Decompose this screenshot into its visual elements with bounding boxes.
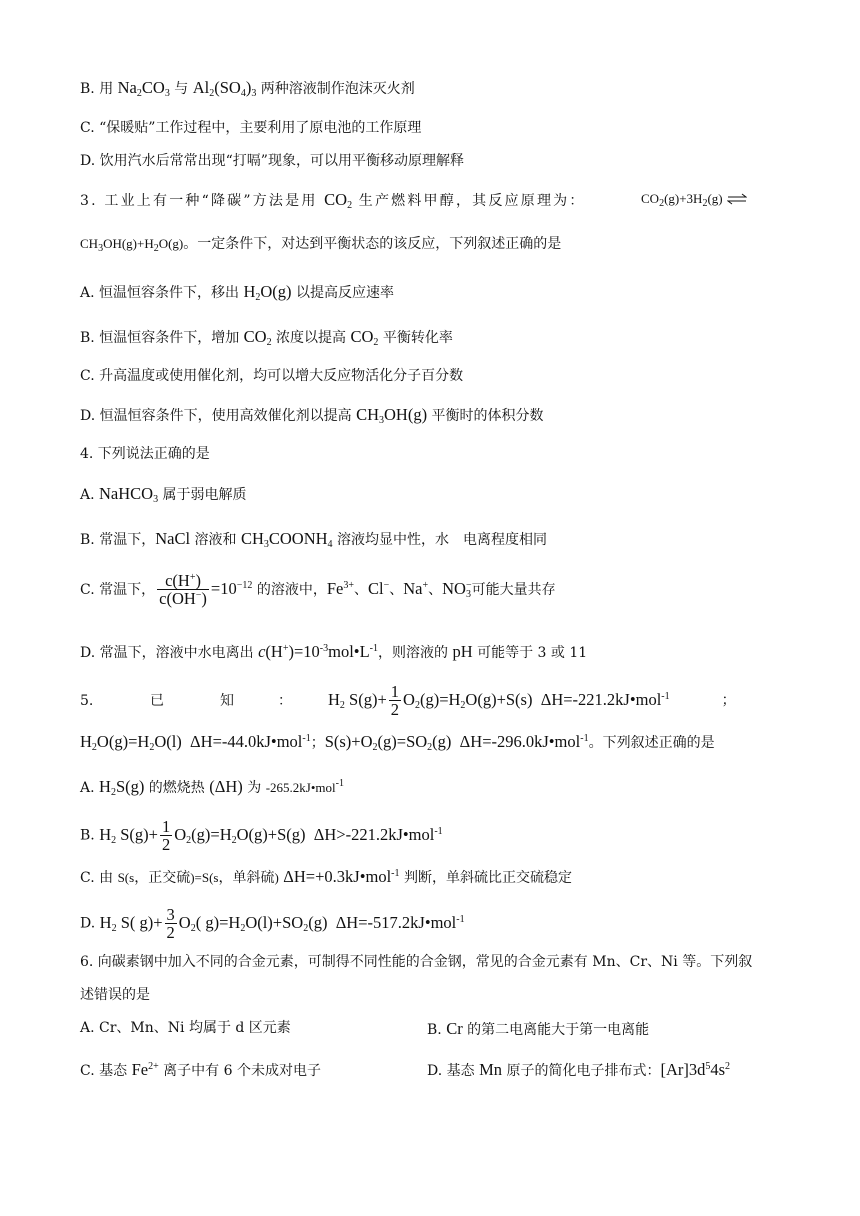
q4-stem: 4. 下列说法正确的是 <box>80 446 210 462</box>
q3-option-a: A. 恒温恒容条件下，移出 $H_2O(g)$ 以提高反应速率 <box>80 282 394 303</box>
q4-option-b: B. 常温下，NaCl 溶液和 $CH_3COONH_4$ 溶液均显中性，水 电离程度相同 <box>80 529 547 550</box>
q2-option-b: B. 用 $Na_2CO_3$ 与 $Al_2(SO_4)_3$ 两种溶液制作泡沫灭火剂 <box>80 78 415 99</box>
q6-option-d: D. 基态 Mn 原子的简化电子排布式：$[Ar]3d^54s^2$ <box>427 1060 731 1079</box>
q5-option-a: A. $H_2S(g)$ 的燃烧热 (ΔH) 为 -265.2kJ•mol$^{-1}$ <box>80 777 344 798</box>
q4-option-c: C. 常温下， $\frac{c(H^+)}{c(OH^-)}$ $=10^{-12}$ 的溶液中，$Fe^{3+}$、Cl−、Na+、$NO_3^-$可能大量共存 <box>80 571 556 609</box>
q3-stem-line2: $CH_3OH(g)+H_2O(g)$。一定条件下，对达到平衡状态的该反应，下列叙述正确的是 <box>80 236 562 254</box>
q6-stem-line1: 6. 向碳素钢中加入不同的合金元素，可制得不同性能的合金钢，常见的合金元素有 Mn、Cr、Ni 等。下列叙 <box>80 954 753 970</box>
q3-equation-left: $CO_2(g)+3H_2(g)$ <box>641 192 747 206</box>
q3-stem-line1: 3. 工业上有一种“降碳”方法是用 $CO_2$ 生产燃料甲醇，其反应原理为： <box>80 190 586 211</box>
q6-option-c: C. 基态 $Fe^{2+}$ 离子中有 6 个未成对电子 <box>80 1060 321 1079</box>
q5-option-b: B. $H_2$ S(g)+ $\frac{1}{2}$ $O_2(g)=H_2O(g)+S(g)$ ΔH>-221.2kJ•mol$^{-1}$ <box>80 817 443 855</box>
q3-option-d: D. 恒温恒容条件下，使用高效催化剂以提高 $CH_3OH(g)$ 平衡时的体积分数 <box>80 405 544 426</box>
q4-option-a: A. NaHCO$_3$ 属于弱电解质 <box>80 484 247 505</box>
q5-stem-line2: $H_2O(g)=H_2O(l)$ ΔH=-44.0kJ•mol$^{-1}$；$S(s)+O_2(g)=SO_2(g)$ ΔH=-296.0kJ•mol$^{-1}$。下列叙述正确的是 <box>80 732 715 753</box>
q2-option-d: D. 饮用汽水后常常出现“打嗝”现象，可以用平衡移动原理解释 <box>80 153 464 169</box>
q5-option-c: C. 由 S(s，正交硫)=S(s，单斜硫) ΔH=+0.3kJ•mol$^{-1}$ 判断，单斜硫比正交硫稳定 <box>80 867 572 886</box>
q5-option-d: D. $H_2$ S( g)+ $\frac{3}{2}$ $O_2$( $g)=H_2O(l)+SO_2(g)$ ΔH=-517.2kJ•mol$^{-1}$ <box>80 905 465 943</box>
q6-stem-line2: 述错误的是 <box>80 987 150 1003</box>
q4-option-d: D. 常温下，溶液中水电离出 $c(H^+)=10^{-3}mol•L^{-1}$，则溶液的 pH 可能等于 3 或 11 <box>80 642 588 661</box>
q6-option-b: B. Cr 的第二电离能大于第一电离能 <box>427 1019 650 1038</box>
q5-stem-line1: 5. 已 知 ： $H_2$ S(g)+ $\frac{1}{2}$ $O_2(g)=H_2O(g)+S(s)$ ΔH=-221.2kJ•mol$^{-1}$ ； <box>80 682 736 720</box>
q6-option-a: A. Cr、Mn、Ni 均属于 d 区元素 <box>80 1020 291 1036</box>
equilibrium-arrow-icon <box>727 193 747 205</box>
concentration-ratio-fraction: $\frac{c(H^+)}{c(OH^-)}$ <box>159 571 207 609</box>
q2-option-c: C. “保暖贴”工作过程中，主要利用了原电池的工作原理 <box>80 120 422 136</box>
q3-option-b: B. 恒温恒容条件下，增加 $CO_2$ 浓度以提高 $CO_2$ 平衡转化率 <box>80 327 453 348</box>
q3-option-c: C. 升高温度或使用催化剂，均可以增大反应物活化分子百分数 <box>80 368 464 384</box>
